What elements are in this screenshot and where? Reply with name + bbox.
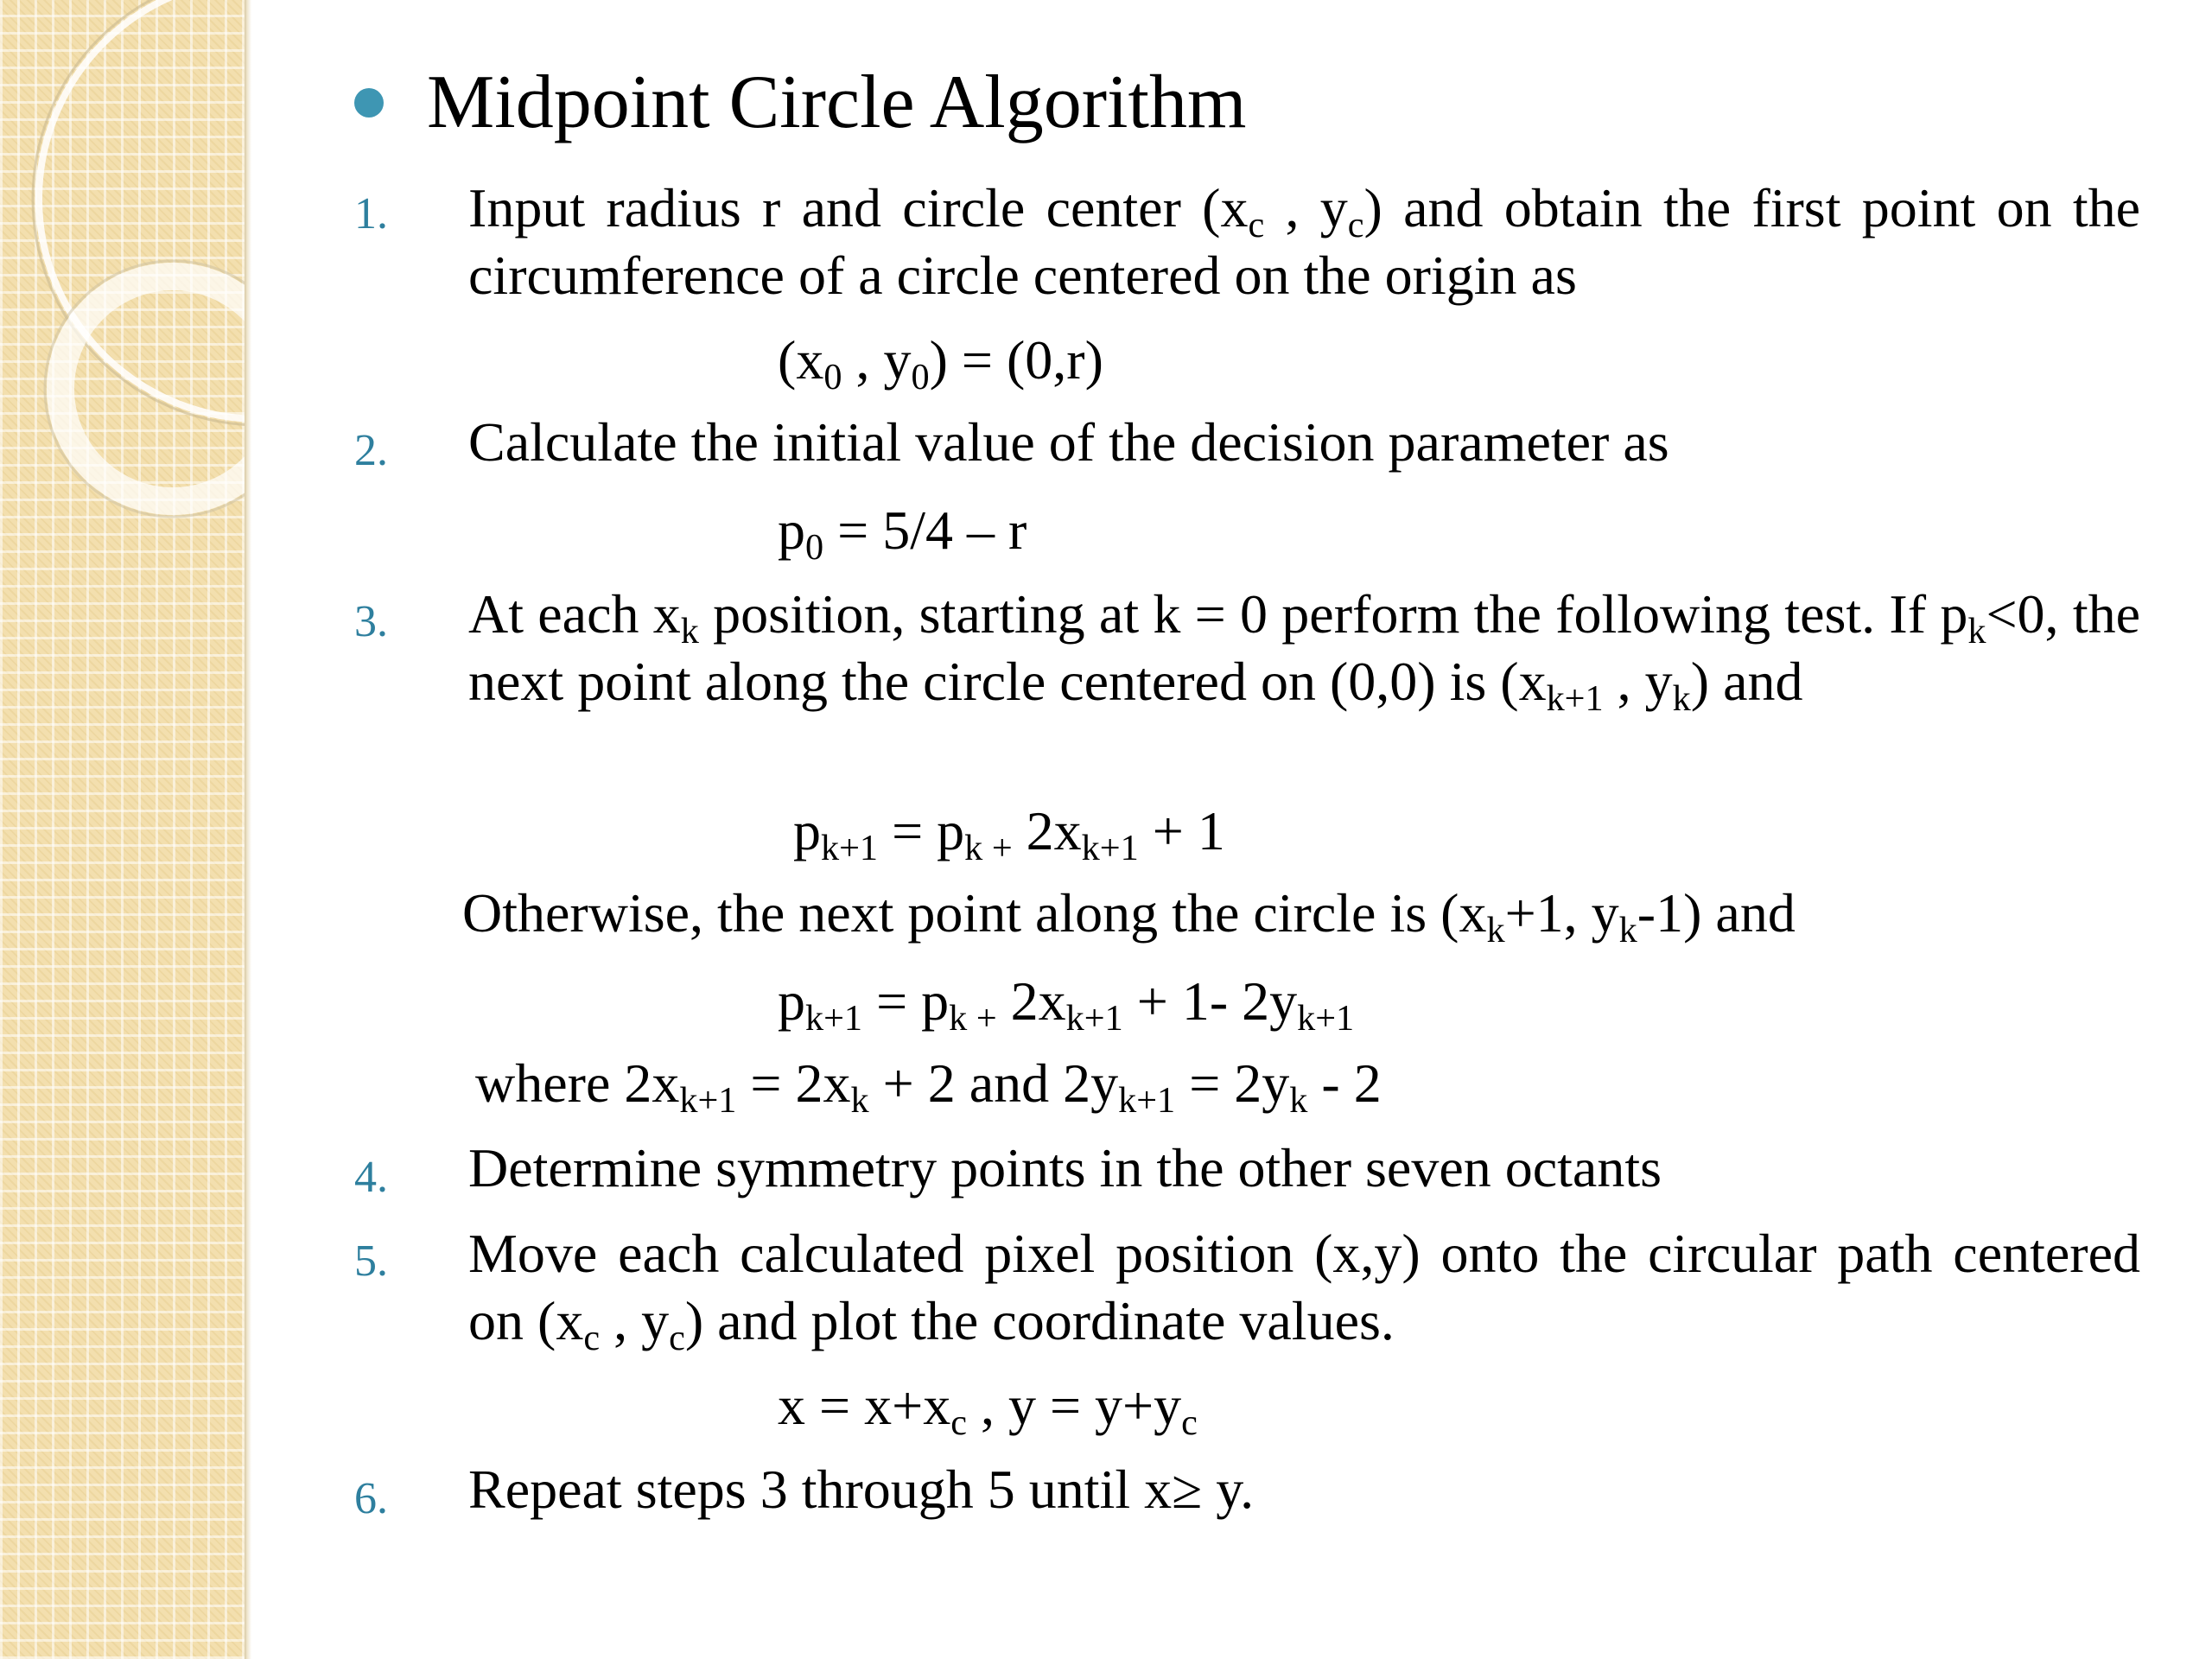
subscript: k+1 — [1118, 1079, 1176, 1121]
subscript: k+1 — [1546, 677, 1604, 719]
step-5-text — [468, 1220, 2140, 1358]
step-1-text — [468, 175, 2140, 309]
equation-decision-positive — [778, 970, 1355, 1039]
equation-translate — [778, 1375, 1198, 1443]
equation-initial-decision — [778, 499, 1027, 568]
subscript: k+1 — [821, 827, 879, 868]
step-2-text: Calculate the initial value of the decision parameter as — [468, 411, 1669, 473]
text-fragment: 2x — [996, 970, 1066, 1032]
subscript: 0 — [823, 356, 842, 397]
subscript: 0 — [805, 526, 824, 568]
step-6-text: Repeat steps 3 through 5 until x≥ y. — [468, 1459, 1255, 1520]
text-fragment: , y = y+y — [966, 1375, 1182, 1436]
text-fragment: = 2y — [1175, 1052, 1290, 1114]
text-fragment: - 2 — [1307, 1052, 1382, 1114]
subscript: k + — [949, 997, 997, 1039]
step-number-6: 6. — [354, 1474, 388, 1523]
text-fragment: Input radius r and circle center (x — [468, 177, 1249, 238]
text-fragment: ) = (0,r) — [929, 329, 1103, 391]
text-fragment: , y — [1264, 177, 1348, 238]
text-fragment: = p — [878, 800, 965, 861]
subscript: k+1 — [1297, 997, 1355, 1039]
subscript: k — [1967, 610, 1986, 652]
text-fragment: <0, the next point along the circle centered on (0,0) is (x — [468, 583, 2141, 712]
subscript: c — [950, 1402, 967, 1443]
text-fragment: -1) and — [1637, 882, 1796, 944]
subscript: c — [1347, 204, 1364, 245]
step-number-5: 5. — [354, 1236, 388, 1286]
text-fragment: = 2x — [736, 1052, 851, 1114]
subscript: k — [1289, 1079, 1308, 1121]
title-row — [354, 60, 1247, 144]
step-number-2: 2. — [354, 426, 388, 475]
text-fragment: + 2 and 2y — [868, 1052, 1119, 1114]
subscript: c — [583, 1317, 601, 1358]
step-4-text: Determine symmetry points in the other seven octants — [468, 1137, 1662, 1198]
subscript: c — [1181, 1402, 1198, 1443]
text-fragment: At each x — [468, 583, 681, 645]
bullet-dot-icon — [354, 88, 384, 118]
subscript: k+1 — [1065, 997, 1123, 1039]
text-fragment: , y — [842, 329, 912, 391]
text-fragment: 2x — [1012, 800, 1082, 861]
subscript: k — [1618, 909, 1637, 950]
subscript: k — [680, 610, 699, 652]
step-number-3: 3. — [354, 597, 388, 646]
subscript: 0 — [911, 356, 930, 397]
text-fragment: + 1- 2y — [1122, 970, 1298, 1032]
step-number-1: 1. — [354, 189, 388, 238]
text-fragment: ) and obtain the first point on the circumference of a circle centered on the origin as — [468, 177, 2141, 306]
equation-decision-negative — [793, 800, 1225, 868]
text-fragment: p — [778, 970, 805, 1032]
equation-initial-point — [778, 329, 1103, 397]
step-number-4: 4. — [354, 1153, 388, 1202]
subscript: k — [1672, 677, 1691, 719]
subscript: k+1 — [805, 997, 863, 1039]
subscript: c — [1248, 204, 1265, 245]
text-fragment: x = x+x — [778, 1375, 951, 1436]
text-fragment: , y — [600, 1290, 670, 1351]
text-fragment: p — [778, 499, 805, 561]
text-fragment: = 5/4 – r — [823, 499, 1027, 561]
subscript: k — [850, 1079, 869, 1121]
text-fragment: (x — [778, 329, 824, 391]
text-fragment: + 1 — [1138, 800, 1225, 861]
subscript: c — [669, 1317, 685, 1358]
text-fragment: p — [793, 800, 821, 861]
text-fragment: where 2x — [475, 1052, 680, 1114]
text-fragment: position, starting at k = 0 perform the following test. If p — [698, 583, 1968, 645]
otherwise-text — [462, 882, 1796, 950]
text-fragment: +1, y — [1504, 882, 1619, 944]
text-fragment: = p — [862, 970, 950, 1032]
where-text — [475, 1052, 1382, 1121]
slide-title: Midpoint Circle Algorithm — [427, 60, 1247, 144]
text-fragment: ) and plot the coordinate values. — [684, 1290, 1395, 1351]
text-fragment: ) and — [1690, 651, 1803, 712]
text-fragment: , y — [1603, 651, 1673, 712]
subscript: k+1 — [1081, 827, 1139, 868]
subscript: k+1 — [679, 1079, 737, 1121]
text-fragment: Move each calculated pixel position (x,y) onto the circular path centered on (x — [468, 1223, 2140, 1351]
subscript: k — [1486, 909, 1505, 950]
subscript: k + — [964, 827, 1013, 868]
text-fragment: Otherwise, the next point along the circle is (x — [462, 882, 1487, 944]
step-3-text — [468, 581, 2141, 719]
